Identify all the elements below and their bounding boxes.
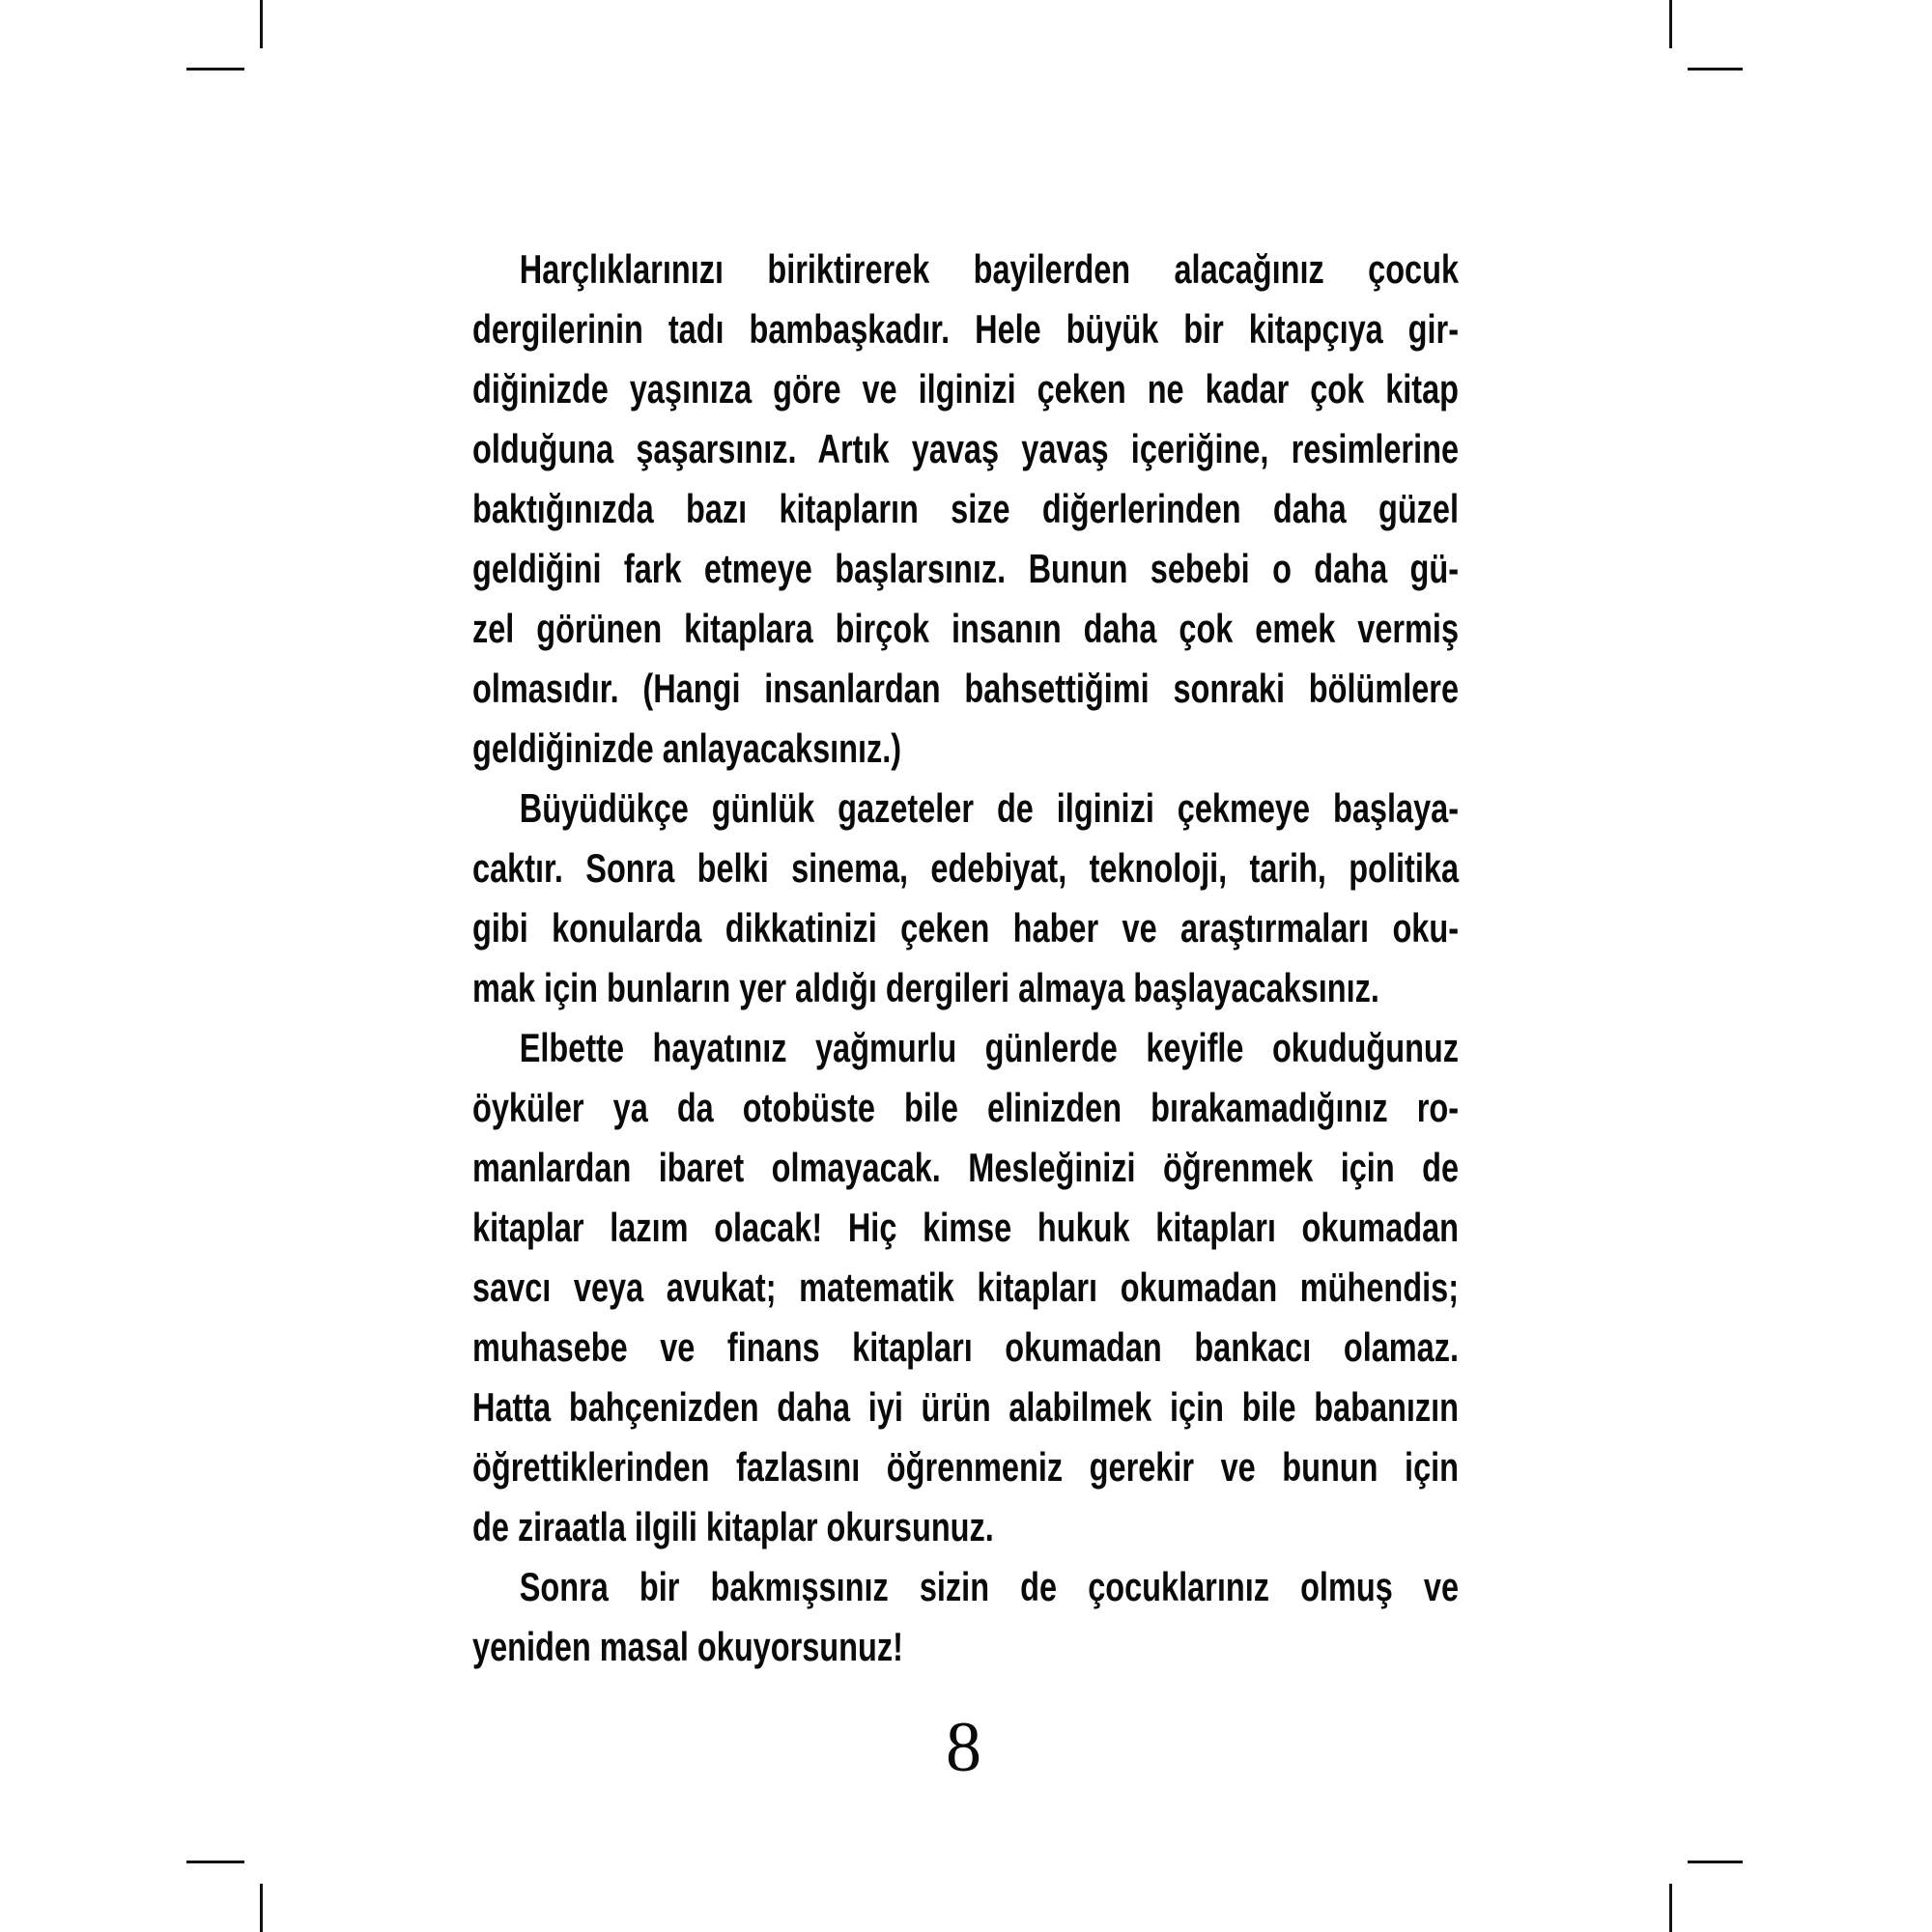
text-line: Harçlıklarınızı biriktirerek bayilerden alacağınız çocuk — [519, 246, 1460, 292]
paragraph — [472, 240, 1459, 779]
text-line: olmasıdır. (Hangi insanlardan bahsettiğimi sonraki bölümlere — [472, 666, 1460, 711]
crop-mark-bottom-right-horizontal — [1688, 1861, 1743, 1863]
crop-mark-top-left-horizontal — [186, 68, 244, 71]
text-line: geldiğinizde anlayacaksınız.) — [472, 725, 902, 771]
text-line: muhasebe ve finans kitapları okumadan bankacı olamaz. — [472, 1324, 1460, 1370]
text-line: öyküler ya da otobüste bile elinizden bırakamadığınız ro- — [472, 1085, 1460, 1130]
text-line: olduğuna şaşarsınız. Artık yavaş yavaş içeriğine, resimlerine — [472, 426, 1460, 471]
body-text — [472, 240, 1459, 1677]
text-line: Sonra bir bakmışsınız sizin de çocuklarınız olmuş ve — [519, 1564, 1460, 1609]
crop-mark-bottom-right-vertical — [1669, 1884, 1672, 1932]
text-line: baktığınızda bazı kitapların size diğerlerinden daha güzel — [472, 486, 1460, 531]
crop-mark-top-right-horizontal — [1688, 68, 1743, 71]
text-line: dergilerinin tadı bambaşkadır. Hele büyük bir kitapçıya gir- — [472, 306, 1460, 352]
text-line: mak için bunların yer aldığı dergileri almaya başlayacaksınız. — [472, 965, 1379, 1010]
text-line: manlardan ibaret olmayacak. Mesleğinizi öğrenmek için de — [472, 1145, 1460, 1190]
text-line: caktır. Sonra belki sinema, edebiyat, teknoloji, tarih, politika — [472, 845, 1460, 891]
text-line: diğinizde yaşınıza göre ve ilginizi çeken ne kadar çok kitap — [472, 366, 1460, 412]
page-number: 8 — [946, 1708, 981, 1787]
text-line: öğrettiklerinden fazlasını öğrenmeniz gerekir ve bunun için — [472, 1444, 1460, 1490]
text-line: kitaplar lazım olacak! Hiç kimse hukuk kitapları okumadan — [472, 1205, 1460, 1250]
text-line: gibi konularda dikkatinizi çeken haber ve araştırmaları oku- — [472, 905, 1460, 951]
crop-mark-bottom-left-horizontal — [186, 1861, 244, 1863]
text-line: savcı veya avukat; matematik kitapları okumadan mühendis; — [472, 1264, 1460, 1310]
text-line: Hatta bahçenizden daha iyi ürün alabilmek için bile babanızın — [472, 1384, 1460, 1430]
text-line: zel görünen kitaplara birçok insanın daha çok emek vermiş — [472, 606, 1460, 651]
crop-mark-top-right-vertical — [1669, 0, 1672, 48]
text-line: Büyüdükçe günlük gazeteler de ilginizi çekmeye başlaya- — [519, 785, 1460, 831]
crop-mark-bottom-left-vertical — [260, 1884, 263, 1932]
crop-mark-top-left-vertical — [260, 0, 263, 48]
text-line: de ziraatla ilgili kitaplar okursunuz. — [472, 1504, 994, 1549]
text-line: geldiğini fark etmeye başlarsınız. Bunun sebebi o daha gü- — [472, 546, 1460, 591]
paragraph — [472, 1557, 1459, 1677]
paragraph — [472, 1018, 1459, 1557]
paragraph — [472, 779, 1459, 1018]
text-line: yeniden masal okuyorsunuz! — [472, 1624, 903, 1669]
text-line: Elbette hayatınız yağmurlu günlerde keyifle okuduğunuz — [519, 1025, 1460, 1070]
